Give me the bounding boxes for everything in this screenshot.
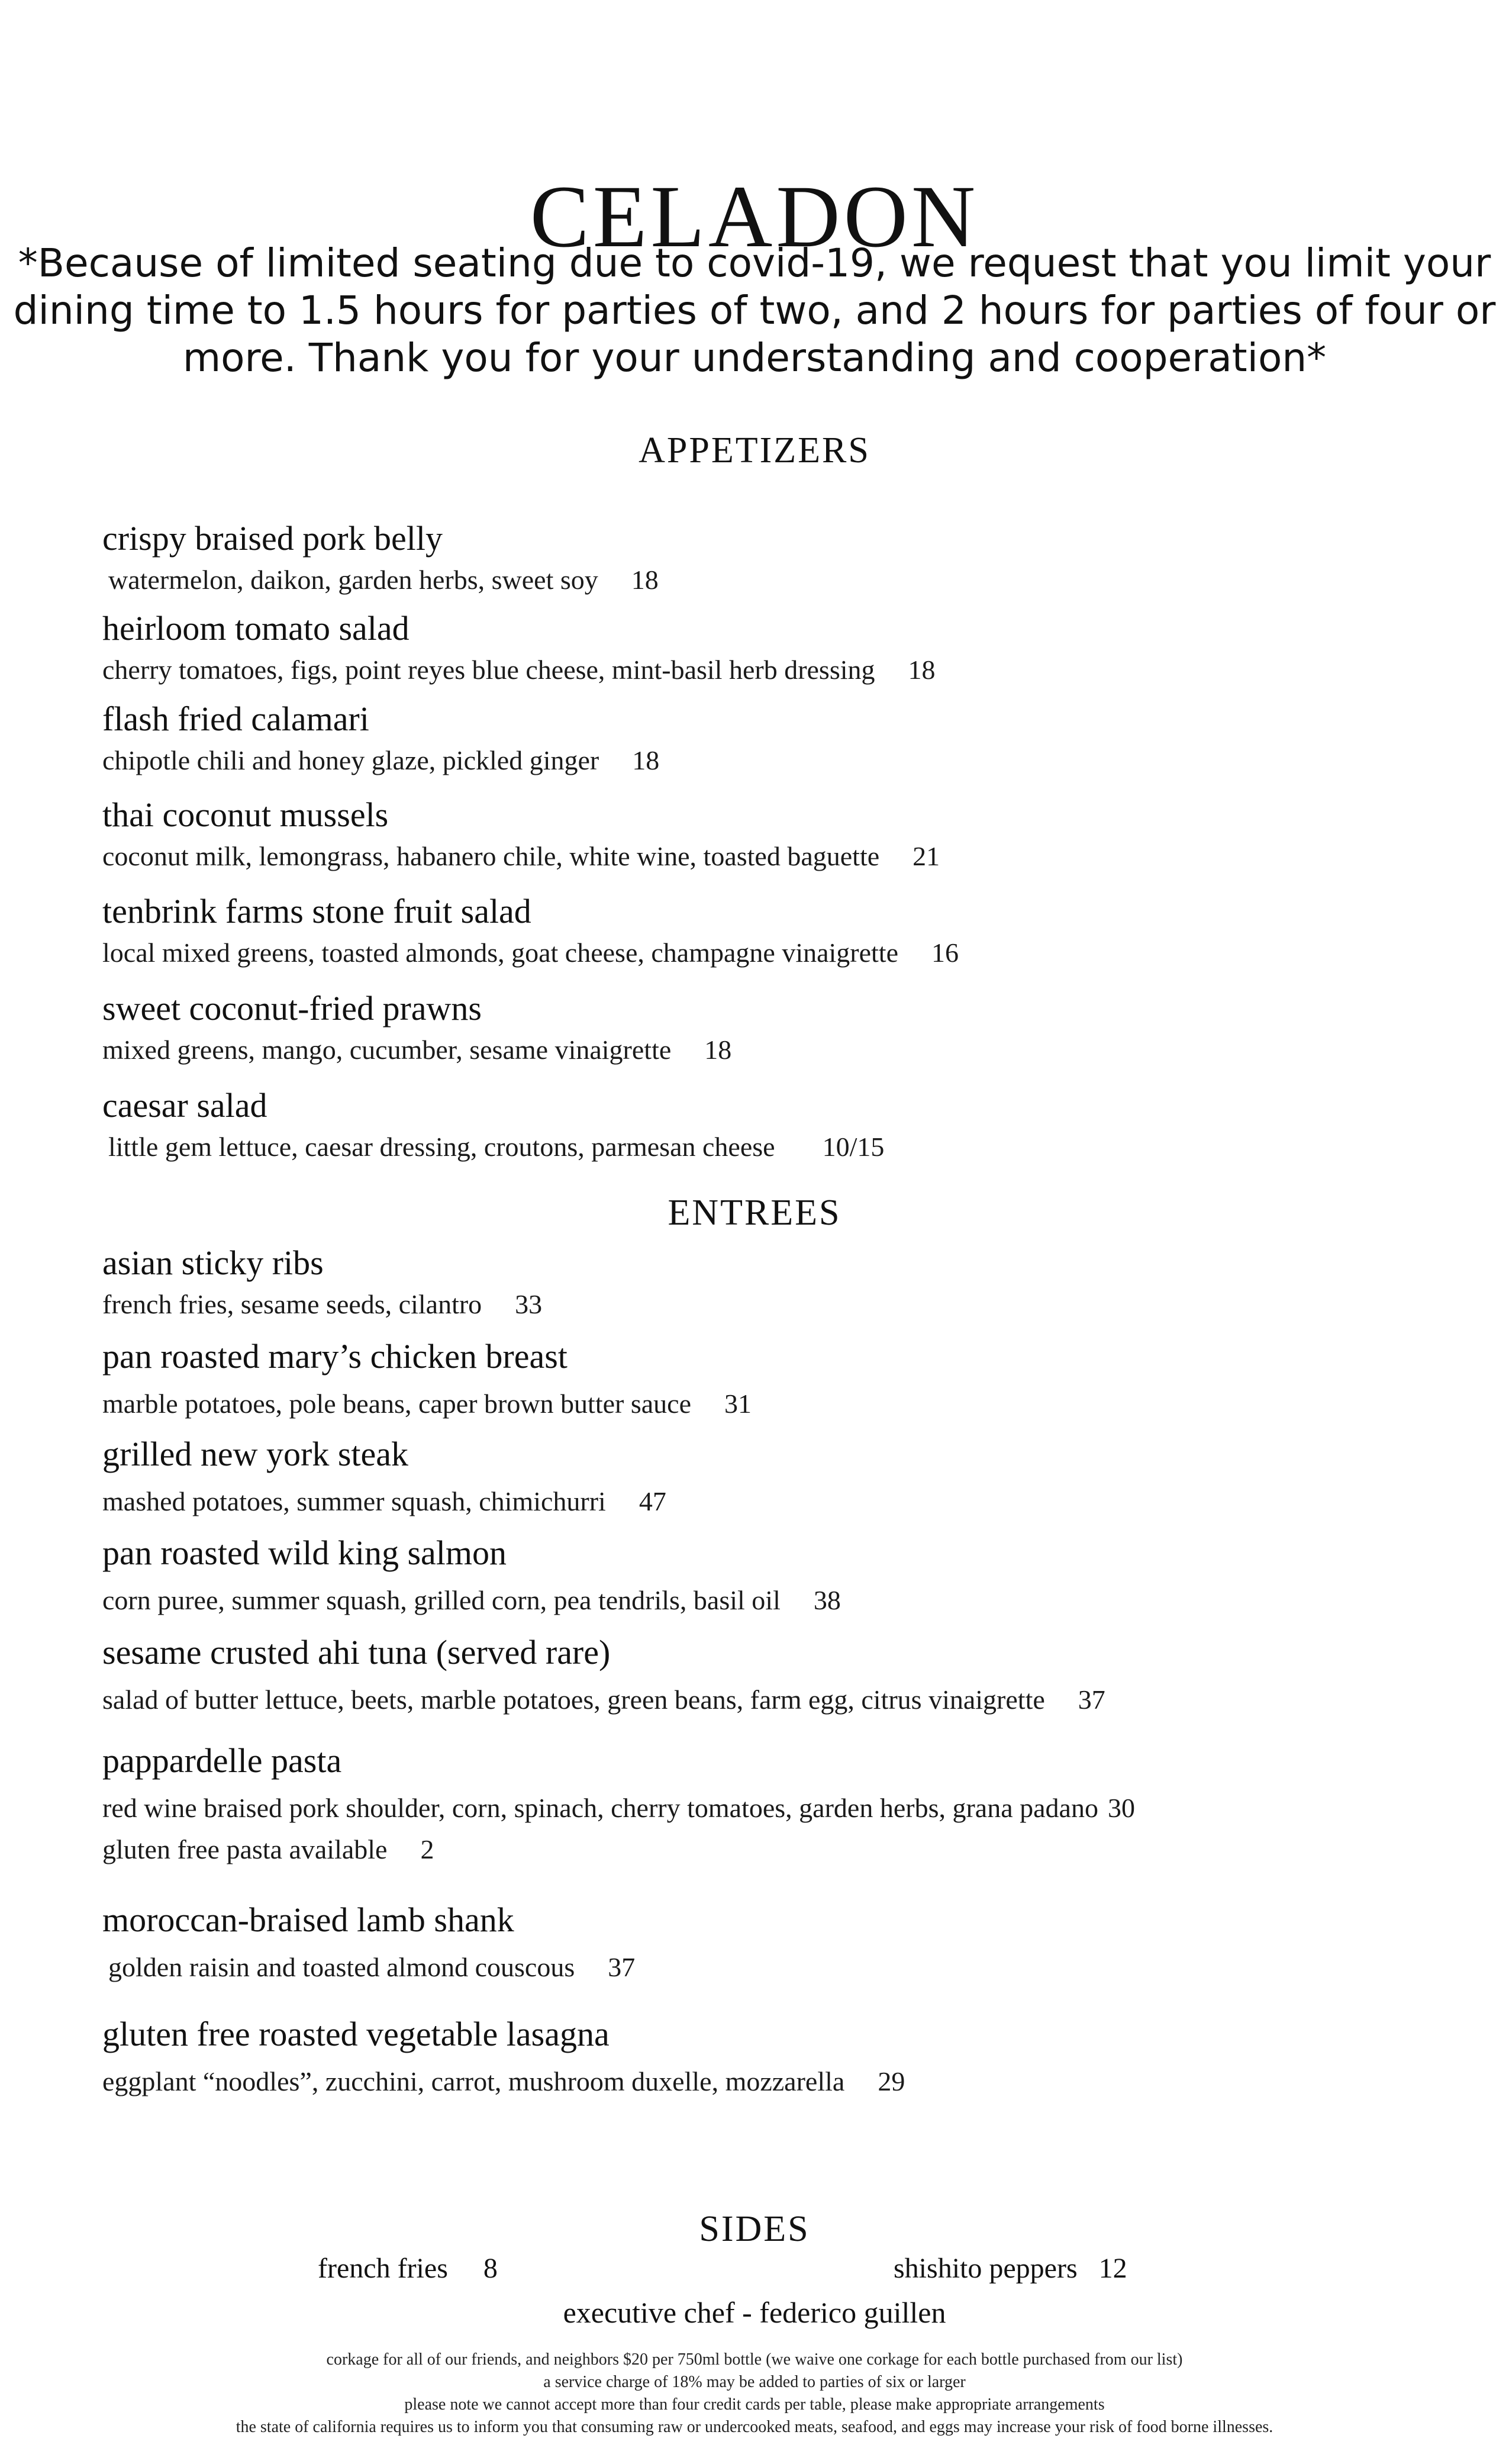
item-extra-price: 2	[420, 1834, 434, 1864]
sides-heading: SIDES	[699, 2209, 810, 2249]
item-description	[102, 1683, 1463, 1716]
menu-item	[102, 2015, 1463, 2098]
item-description	[102, 1584, 1463, 1617]
side-item	[318, 2252, 498, 2285]
item-name: pan roasted mary’s chicken breast	[102, 1337, 568, 1376]
item-desc-text: red wine braised pork shoulder, corn, spinach, cherry tomatoes, garden herbs, grana padano	[102, 1793, 1098, 1823]
item-name: grilled new york steak	[102, 1435, 409, 1473]
item-description	[102, 563, 1463, 597]
footer-notes	[0, 2349, 1509, 2439]
item-extra-text: gluten free pasta available	[102, 1834, 388, 1864]
menu-item	[102, 893, 1463, 970]
item-price: 18	[704, 1035, 732, 1065]
item-name: crispy braised pork belly	[102, 519, 443, 558]
item-description	[102, 1130, 1463, 1164]
item-price: 29	[878, 2066, 905, 2096]
item-price: 38	[813, 1585, 841, 1615]
side-name: french fries	[318, 2253, 448, 2284]
side-price: 8	[483, 2253, 498, 2284]
item-desc-text: watermelon, daikon, garden herbs, sweet soy	[108, 565, 598, 595]
item-description	[102, 2065, 1463, 2098]
menu-item	[102, 700, 1463, 777]
menu-item	[102, 610, 1463, 687]
item-name: thai coconut mussels	[102, 795, 389, 834]
covid-notice: *Because of limited seating due to covid-19, we request that you limit your dining time to 1.5 hours for parties of two, and 2 hours for parties of four or more. Thank you for your understanding and cooperation*	[13, 240, 1496, 381]
menu-item	[102, 1534, 1463, 1617]
item-extra-note	[102, 1833, 1463, 1866]
item-desc-text: marble potatoes, pole beans, caper brown butter sauce	[102, 1389, 691, 1419]
item-description	[102, 1485, 1463, 1518]
item-price: 16	[931, 938, 959, 968]
item-desc-text: mixed greens, mango, cucumber, sesame vinaigrette	[102, 1035, 672, 1065]
item-price: 37	[608, 1952, 636, 1982]
appetizers-heading: APPETIZERS	[639, 430, 870, 471]
menu-item	[102, 1087, 1463, 1164]
item-price: 21	[913, 841, 940, 871]
item-description	[102, 1387, 1463, 1421]
item-desc-text: french fries, sesame seeds, cilantro	[102, 1289, 482, 1319]
restaurant-title: CELADON	[530, 167, 979, 266]
menu-item	[102, 1244, 1463, 1321]
menu-item	[102, 1435, 1463, 1518]
item-description	[102, 1792, 1463, 1825]
menu-item	[102, 796, 1463, 873]
side-name: shishito peppers	[894, 2253, 1078, 2284]
health-warning-note: the state of california requires us to inform you that consuming raw or undercooked meats, seafood, and eggs may increase your risk of food borne illnesses.	[236, 2418, 1273, 2436]
side-price: 12	[1098, 2253, 1127, 2284]
item-price: 18	[631, 565, 659, 595]
item-price: 10/15	[822, 1132, 885, 1162]
entrees-heading: ENTREES	[668, 1193, 841, 1233]
item-name: tenbrink farms stone fruit salad	[102, 892, 531, 930]
item-name: sweet coconut-fried prawns	[102, 989, 482, 1028]
credit-card-note: please note we cannot accept more than four credit cards per table, please make appropriate arrangements	[404, 2395, 1105, 2414]
menu-item	[102, 1634, 1463, 1716]
menu-item	[102, 520, 1463, 597]
item-desc-text: eggplant “noodles”, zucchini, carrot, mushroom duxelle, mozzarella	[102, 2066, 845, 2096]
item-desc-text: golden raisin and toasted almond couscous	[108, 1952, 575, 1982]
item-desc-text: chipotle chili and honey glaze, pickled ginger	[102, 745, 599, 775]
item-description	[102, 653, 1463, 687]
executive-chef: executive chef - federico guillen	[563, 2296, 946, 2329]
menu-item	[102, 990, 1463, 1067]
item-name: gluten free roasted vegetable lasagna	[102, 2015, 610, 2053]
item-name: pappardelle pasta	[102, 1741, 342, 1780]
item-name: caesar salad	[102, 1086, 267, 1125]
item-description	[102, 744, 1463, 777]
item-description	[102, 936, 1463, 970]
item-price: 18	[632, 745, 660, 775]
item-desc-text: mashed potatoes, summer squash, chimichurri	[102, 1486, 606, 1516]
item-desc-text: coconut milk, lemongrass, habanero chile, white wine, toasted baguette	[102, 841, 880, 871]
item-price: 18	[908, 655, 936, 685]
item-description	[102, 1033, 1463, 1067]
item-desc-text: little gem lettuce, caesar dressing, croutons, parmesan cheese	[108, 1132, 775, 1162]
item-name: asian sticky ribs	[102, 1244, 324, 1282]
item-price: 31	[724, 1389, 752, 1419]
item-price: 47	[639, 1486, 666, 1516]
corkage-note: corkage for all of our friends, and neighbors $20 per 750ml bottle (we waive one corkage for each bottle purchased from our list)	[326, 2350, 1183, 2369]
item-name: moroccan-braised lamb shank	[102, 1901, 514, 1939]
item-description	[102, 840, 1463, 873]
item-description	[102, 1288, 1463, 1321]
item-desc-text: local mixed greens, toasted almonds, goat cheese, champagne vinaigrette	[102, 938, 899, 968]
item-price: 30	[1107, 1793, 1135, 1823]
item-price: 33	[515, 1289, 543, 1319]
item-name: sesame crusted ahi tuna (served rare)	[102, 1633, 611, 1671]
item-desc-text: corn puree, summer squash, grilled corn, pea tendrils, basil oil	[102, 1585, 781, 1615]
service-charge-note: a service charge of 18% may be added to parties of six or larger	[543, 2373, 966, 2391]
item-name: heirloom tomato salad	[102, 609, 410, 648]
item-desc-text: salad of butter lettuce, beets, marble potatoes, green beans, farm egg, citrus vinaigrette	[102, 1684, 1045, 1715]
item-description	[102, 1951, 1463, 1984]
item-desc-text: cherry tomatoes, figs, point reyes blue cheese, mint-basil herb dressing	[102, 655, 875, 685]
item-price: 37	[1078, 1684, 1105, 1715]
menu-item	[102, 1338, 1463, 1421]
item-name: flash fried calamari	[102, 700, 369, 738]
side-item	[894, 2252, 1127, 2285]
menu-item	[102, 1901, 1463, 1984]
menu-item	[102, 1742, 1463, 1866]
item-name: pan roasted wild king salmon	[102, 1534, 507, 1572]
